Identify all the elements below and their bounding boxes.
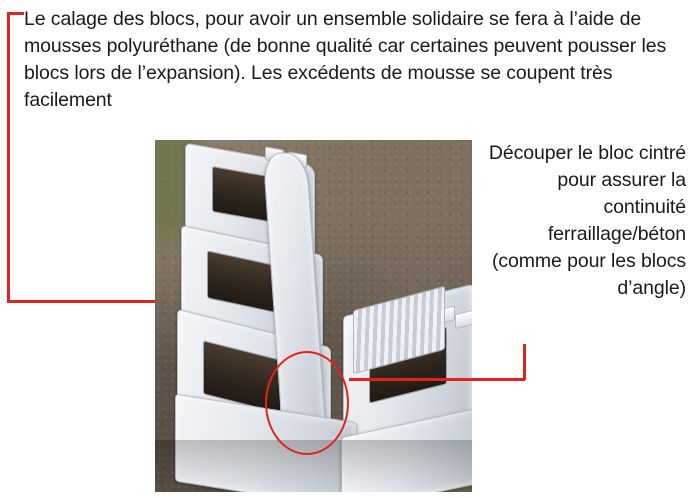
leader-line-vertical-left (7, 12, 10, 302)
highlight-ellipse-in-photo (265, 351, 349, 455)
leader-line-horizontal-top (7, 12, 24, 15)
right-caption: Découper le bloc cintré pour assurer la continuité ferraillage/béton (comme pour les blocs d’angle) (488, 142, 692, 299)
top-paragraph: Le calage des blocs, pour avoir un ensemble solidaire se fera à l’aide de mousses polyuréthane (de bonne qualité car certaines peuvent pousser les blocs lors de l’expansion). Les excédents de mousse se coupent très facilement (24, 8, 672, 111)
photo-blocks-polystyrene (155, 140, 472, 492)
leader-line-caption-vertical (523, 344, 526, 380)
leader-line-caption-horizontal (349, 378, 525, 381)
